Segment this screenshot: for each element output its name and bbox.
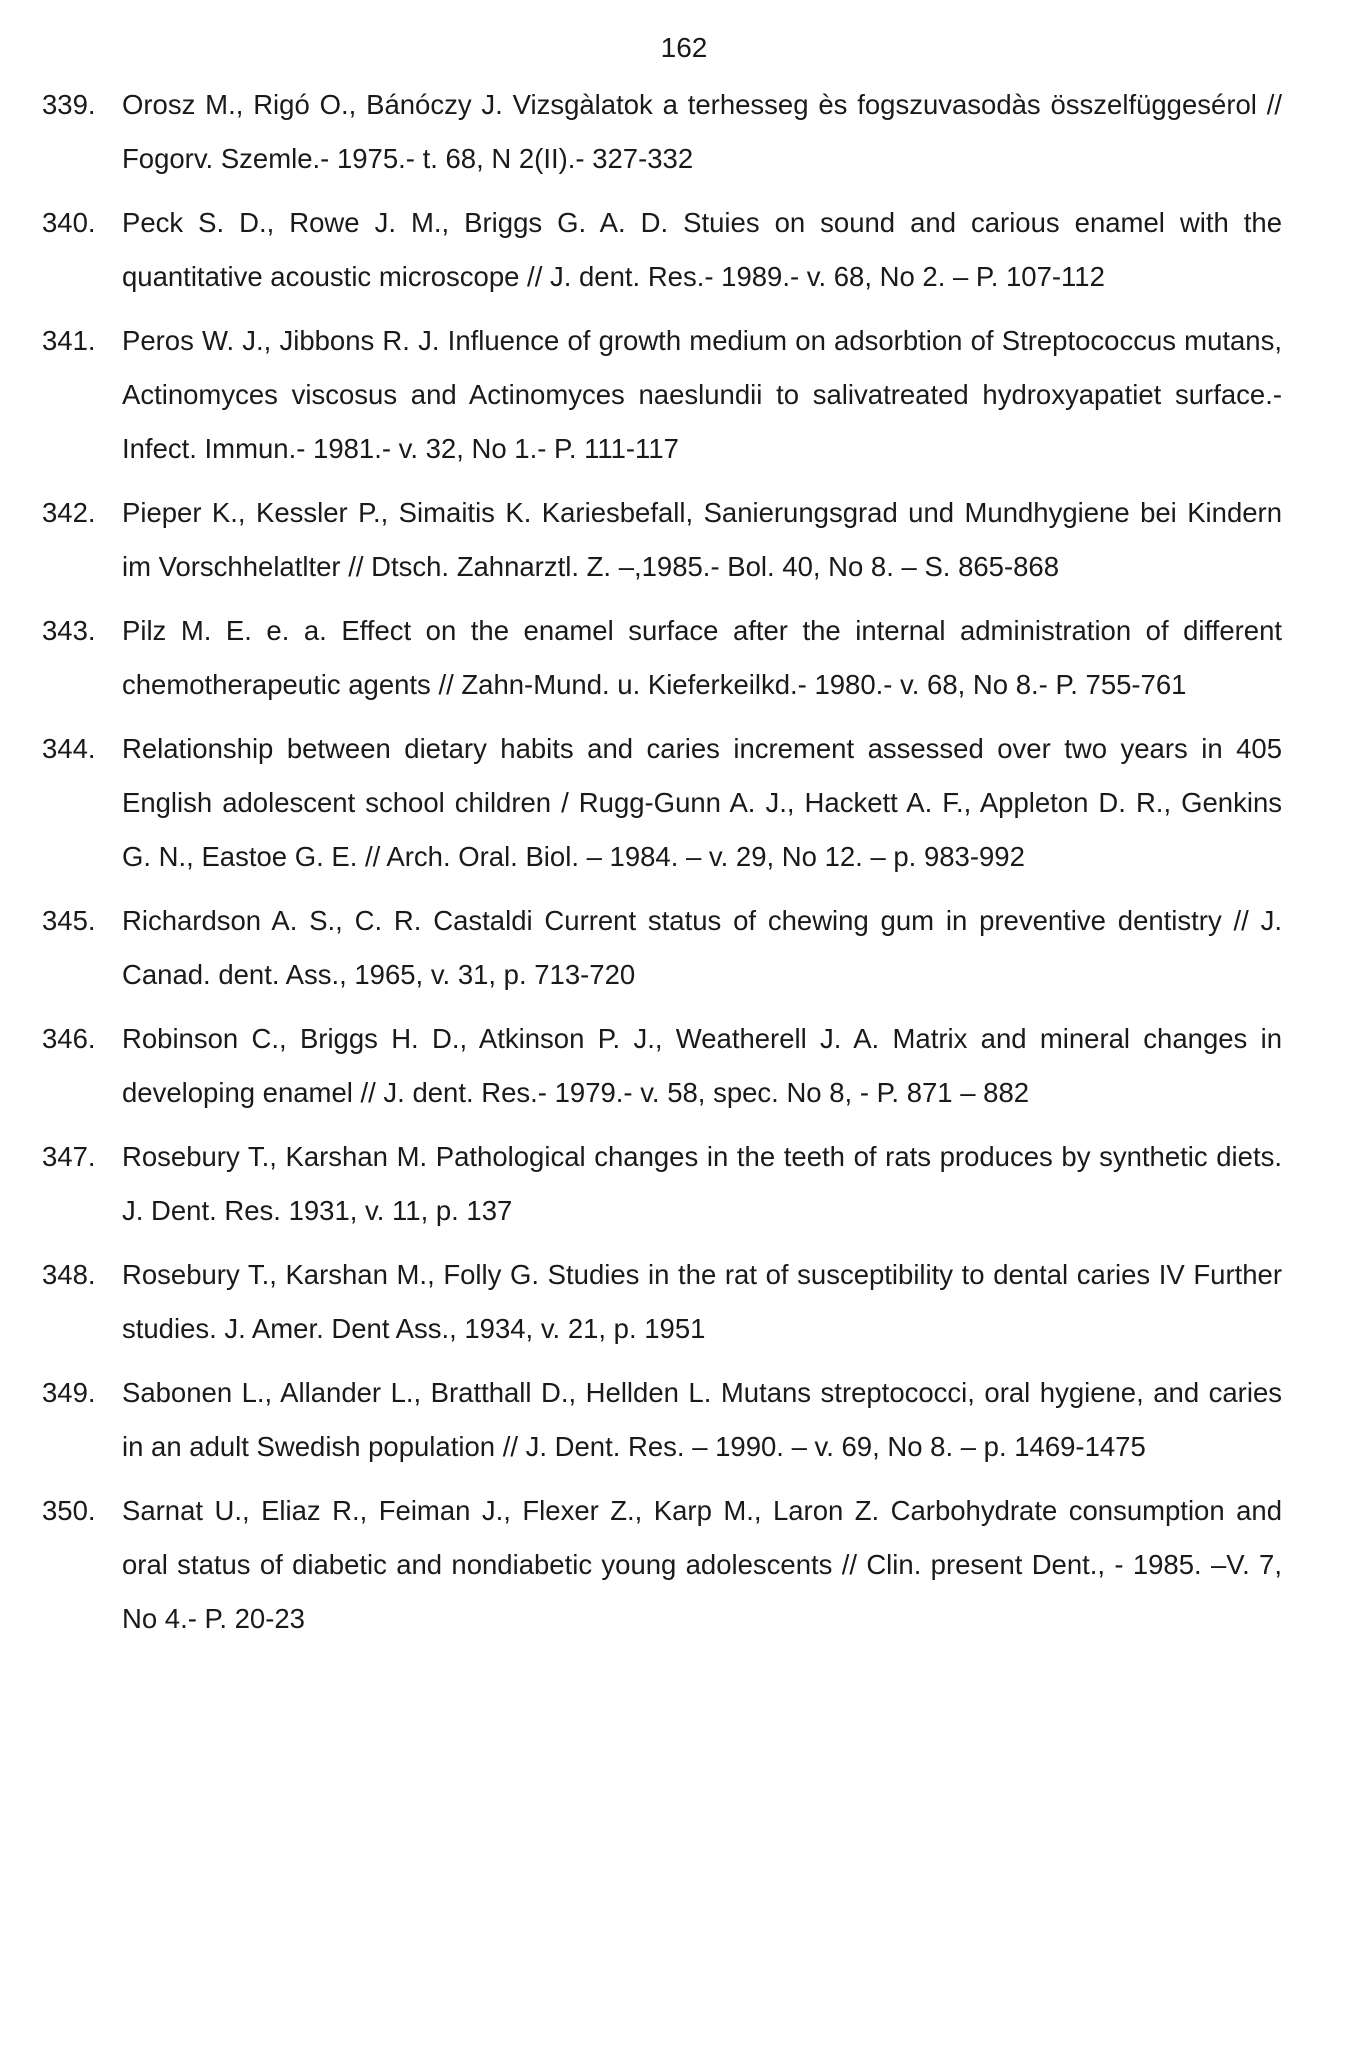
- reference-item: [42, 1484, 1282, 1646]
- reference-number: 347.: [42, 1141, 96, 1172]
- reference-text: Pilz M. E. e. a. Effect on the enamel surface after the internal administration of different chemotherapeutic agents // Zahn-Mund. u. Kieferkeilkd.- 1980.- v. 68, No 8.- P. 755-761: [122, 615, 1282, 700]
- reference-number: 339.: [42, 89, 96, 120]
- reference-text: Peck S. D., Rowe J. M., Briggs G. A. D. Stuies on sound and carious enamel with the quantitative acoustic microscope // J. dent. Res.- 1989.- v. 68, No 2. – P. 107-112: [122, 207, 1282, 292]
- reference-item: [42, 1130, 1282, 1238]
- reference-item: [42, 1248, 1282, 1356]
- reference-number: 344.: [42, 733, 96, 764]
- reference-number: 348.: [42, 1259, 96, 1290]
- reference-text: Rosebury T., Karshan M. Pathological changes in the teeth of rats produces by synthetic diets. J. Dent. Res. 1931, v. 11, p. 137: [122, 1141, 1282, 1226]
- reference-text: Peros W. J., Jibbons R. J. Influence of growth medium on adsorbtion of Streptococcus mutans, Actinomyces viscosus and Actinomyces naeslundii to salivatreated hydroxyapatiet surface.- Infect. Immun.- 1981.- v. 32, No 1.- P. 111-117: [122, 325, 1282, 464]
- reference-item: [42, 604, 1282, 712]
- page-number: 162: [660, 32, 708, 63]
- reference-text: Richardson A. S., C. R. Castaldi Current status of chewing gum in preventive dentistry // J. Canad. dent. Ass., 1965, v. 31, p. 713-720: [122, 905, 1282, 990]
- reference-number: 345.: [42, 905, 96, 936]
- reference-text: Relationship between dietary habits and caries increment assessed over two years in 405 English adolescent school children / Rugg-Gunn A. J., Hackett A. F., Appleton D. R., Genkins G. N., Eastoe G. E. // Arch. Oral. Biol. – 1984. – v. 29, No 12. – p. 983-992: [122, 733, 1282, 872]
- reference-text: Sabonen L., Allander L., Bratthall D., Hellden L. Mutans streptococci, oral hygiene, and caries in an adult Swedish population // J. Dent. Res. – 1990. – v. 69, No 8. – p. 1469-1475: [122, 1377, 1282, 1462]
- reference-number: 346.: [42, 1023, 96, 1054]
- reference-item: [42, 1366, 1282, 1474]
- reference-text: Rosebury T., Karshan M., Folly G. Studies in the rat of susceptibility to dental caries IV Further studies. J. Amer. Dent Ass., 1934, v. 21, p. 1951: [122, 1259, 1282, 1344]
- reference-text: Sarnat U., Eliaz R., Feiman J., Flexer Z., Karp M., Laron Z. Carbohydrate consumption and oral status of diabetic and nondiabetic young adolescents // Clin. present Dent., - 1985. –V. 7, No 4.- P. 20-23: [122, 1495, 1282, 1634]
- reference-item: [42, 1012, 1282, 1120]
- reference-list: [42, 78, 1282, 1656]
- reference-number: 350.: [42, 1495, 96, 1526]
- reference-item: [42, 196, 1282, 304]
- reference-number: 343.: [42, 615, 96, 646]
- reference-text: Orosz M., Rigó O., Bánóczy J. Vizsgàlatok a terhesseg ès fogszuvasodàs összelfüggesérol // Fogorv. Szemle.- 1975.- t. 68, N 2(II).- 327-332: [122, 89, 1282, 174]
- reference-text: Pieper K., Kessler P., Simaitis K. Kariesbefall, Sanierungsgrad und Mundhygiene bei Kindern im Vorschhelatlter // Dtsch. Zahnarztl. Z. –,1985.- Bol. 40, No 8. – S. 865-868: [122, 497, 1282, 582]
- reference-item: [42, 314, 1282, 476]
- reference-number: 342.: [42, 497, 96, 528]
- reference-item: [42, 78, 1282, 186]
- reference-item: [42, 722, 1282, 884]
- reference-number: 340.: [42, 207, 96, 238]
- reference-number: 341.: [42, 325, 96, 356]
- reference-item: [42, 486, 1282, 594]
- reference-item: [42, 894, 1282, 1002]
- reference-text: Robinson C., Briggs H. D., Atkinson P. J., Weatherell J. A. Matrix and mineral changes in developing enamel // J. dent. Res.- 1979.- v. 58, spec. No 8, - P. 871 – 882: [122, 1023, 1282, 1108]
- reference-number: 349.: [42, 1377, 96, 1408]
